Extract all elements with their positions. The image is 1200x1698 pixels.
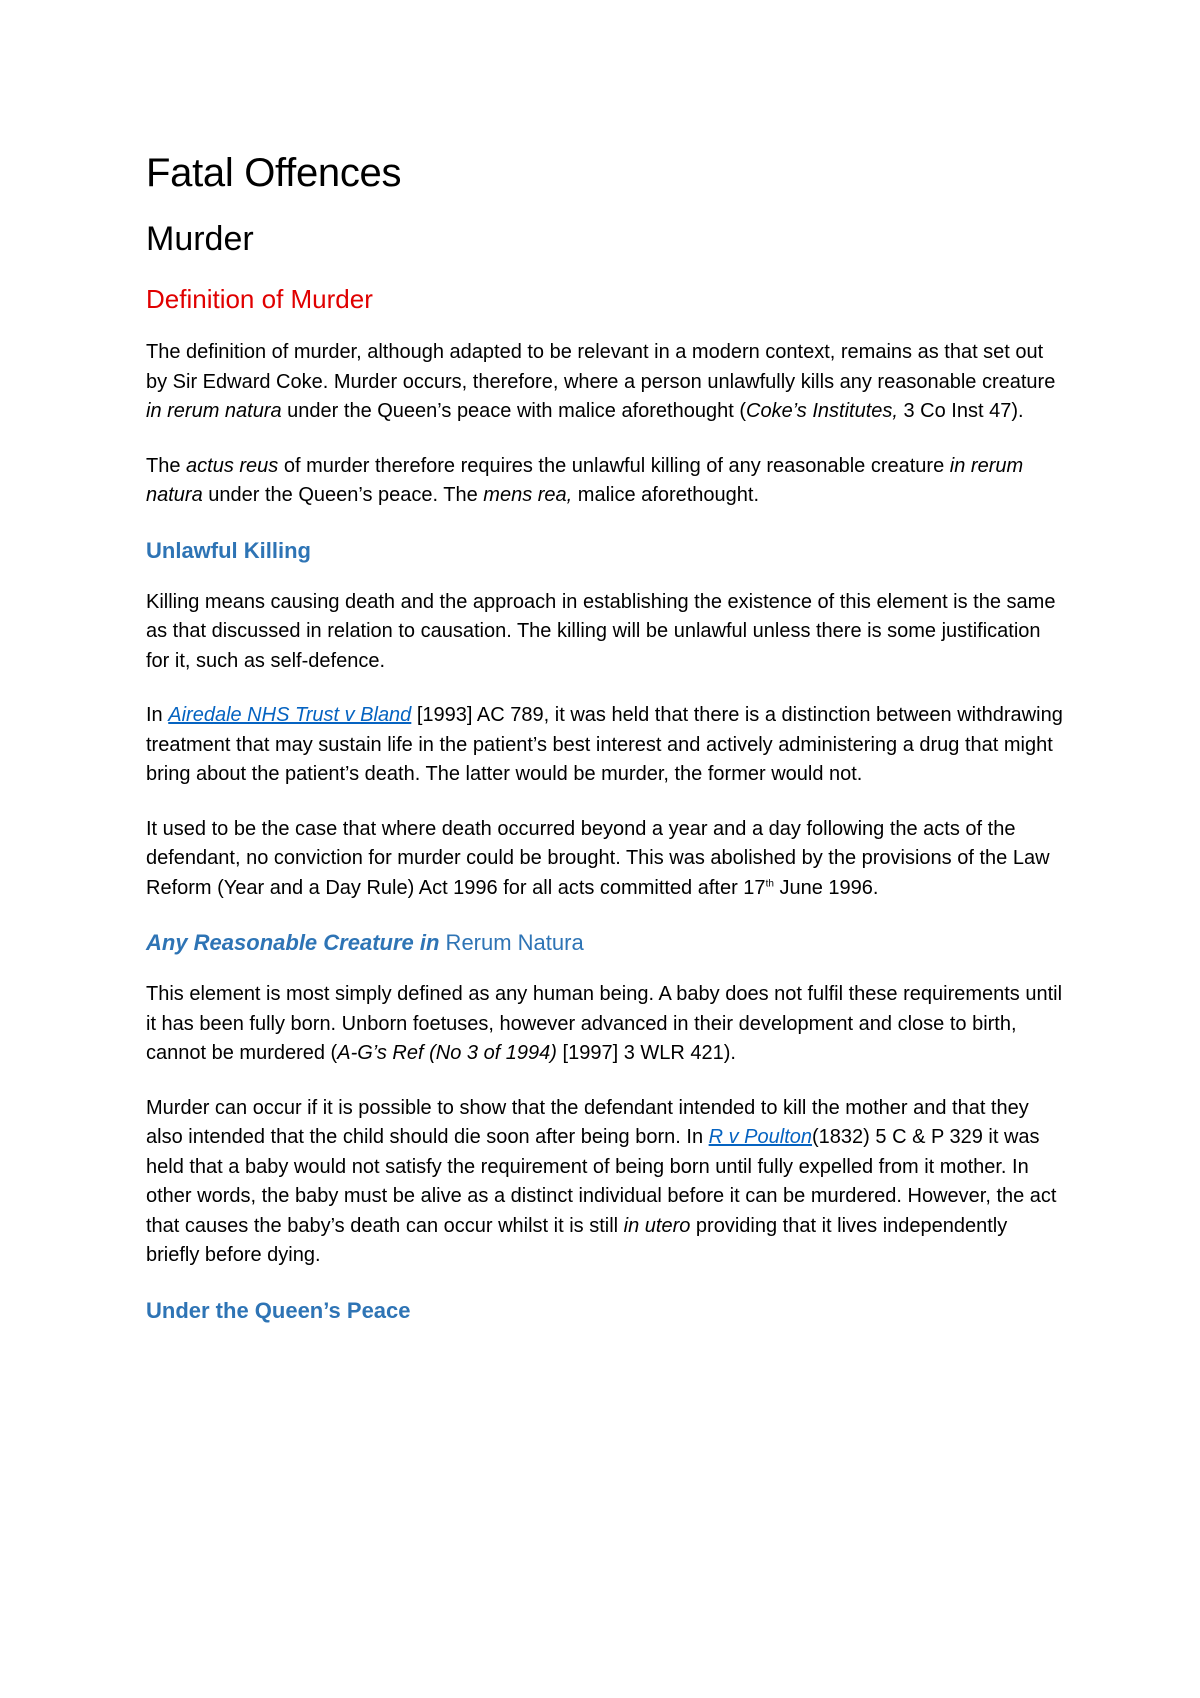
paragraph-actus-reus: The actus reus of murder therefore requires the unlawful killing of any reasonable creature in rerum natura under the Queen’s peace. The mens rea, malice aforethought. xyxy=(146,454,1024,506)
document-body xyxy=(146,148,1066,1348)
paragraph-year-and-a-day: It used to be the case that where death occurred beyond a year and a day following the acts of the defendant, no conviction for murder could be brought. This was abolished by the provisions of the Law Reform (Year and a Day Rule) Act 1996 for all acts committed after 17th June 1996. xyxy=(146,817,1050,899)
heading-queens-peace: Under the Queen’s Peace xyxy=(146,1297,411,1323)
heading-unlawful-killing: Unlawful Killing xyxy=(146,537,311,563)
paragraph-human-being: This element is most simply defined as any human being. A baby does not fulfil these requirements until it has been fully born. Unborn foetuses, however advanced in their development and close to birth, cannot be murdered (A-G’s Ref (No 3 of 1994) [1997] 3 WLR 421). xyxy=(146,983,1063,1064)
paragraph-definition: The definition of murder, although adapted to be relevant in a modern context, remains as that set out by Sir Edward Coke. Murder occurs, therefore, where a person unlawfully kills any reasonable creature in rerum natura under the Queen’s peace with malice aforethought (Coke’s Institutes, 3 Co Inst 47). xyxy=(146,341,1056,422)
paragraph-airedale: In Airedale NHS Trust v Bland [1993] AC 789, it was held that there is a distinction between withdrawing treatment that may sustain life in the patient’s best interest and actively administering a drug that might bring about the patient’s death. The latter would be murder, the former would not. xyxy=(146,704,1063,785)
heading-definition-of-murder: Definition of Murder xyxy=(146,284,373,314)
section-heading-murder: Murder xyxy=(146,220,254,258)
paragraph-killing-meaning: Killing means causing death and the approach in establishing the existence of this element is the same as that discussed in relation to causation. The killing will be unlawful unless there is some justification for it, such as self-defence. xyxy=(146,590,1056,672)
heading-reasonable-creature: Any Reasonable Creature in Rerum Natura xyxy=(146,930,584,955)
link-airedale-nhs-trust-v-bland[interactable]: Airedale NHS Trust v Bland xyxy=(168,704,412,726)
link-r-v-poulton[interactable]: R v Poulton xyxy=(708,1126,813,1148)
paragraph-poulton: Murder can occur if it is possible to show that the defendant intended to kill the mother and that they also intended that the child should die soon after being born. In R v Poulton(1832) 5 C & P 329 it was held that a baby would not satisfy the requirement of being born until fully expelled from it mother. In other words, the baby must be alive as a distinct individual before it can be murdered. However, the act that causes the baby’s death can occur whilst it is still in utero providing that it lives independently briefly before dying. xyxy=(146,1096,1057,1266)
document-title: Fatal Offences xyxy=(146,151,402,195)
